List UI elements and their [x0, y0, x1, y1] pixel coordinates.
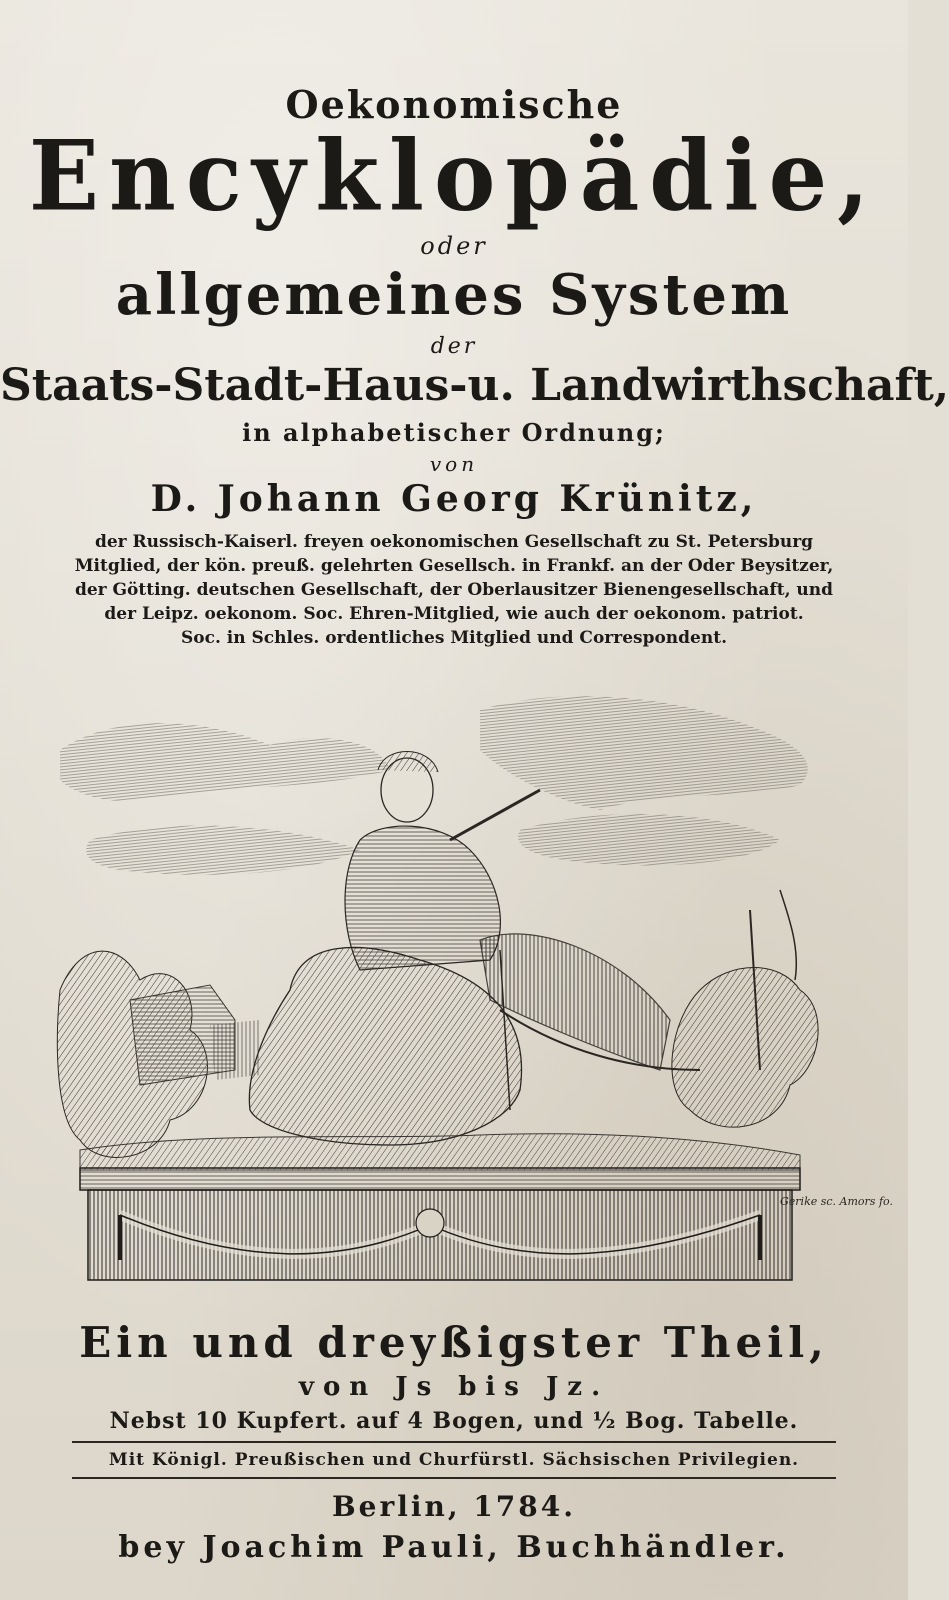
alphabetical-range: von Js bis Jz.: [298, 1372, 610, 1402]
bottom-rule: [72, 1477, 836, 1479]
volume-number: Ein und dreyßigster Theil,: [79, 1318, 829, 1367]
right-tree: [672, 890, 818, 1127]
pedestal: [80, 1168, 800, 1280]
title-line-oekonomische: Oekonomische: [285, 82, 623, 127]
credential-line: der Russisch-Kaiserl. freyen oekonomischen Gesellschaft zu St. Petersburg: [94, 532, 814, 552]
engraver-signature: Gerike sc. Amors fo.: [780, 1195, 893, 1208]
title-line-von: von: [429, 452, 479, 476]
publisher: bey Joachim Pauli, Buchhändler.: [118, 1530, 790, 1565]
credential-line: der Leipz. oekonom. Soc. Ehren-Mitglied, wie auch der oekonom. patriot.: [104, 604, 804, 624]
plates-note: Nebst 10 Kupfert. auf 4 Bogen, und ½ Bog. Tabelle.: [109, 1408, 799, 1434]
privilege-note: Mit Königl. Preußischen und Churfürstl. Sächsischen Privilegien.: [108, 1450, 800, 1470]
title-line-oder: oder: [420, 232, 488, 260]
credential-line: Soc. in Schles. ordentliches Mitglied und Correspondent.: [180, 628, 728, 648]
author-credentials: [48, 530, 860, 650]
title-line-ordnung: in alphabetischer Ordnung;: [242, 418, 666, 447]
top-rule: [72, 1441, 836, 1443]
title-line-encyklopaedie: Encyklopädie,: [28, 119, 880, 233]
credential-line: Mitglied, der kön. preuß. gelehrten Gesellsch. in Frankf. an der Oder Beysitzer,: [74, 556, 834, 576]
frontispiece-engraving: [60, 690, 893, 1310]
left-foliage: [57, 951, 260, 1157]
title-line-staats: Staats-Stadt-Haus-u. Landwirthschaft,: [0, 360, 949, 411]
title-line-allgemeines-system: allgemeines System: [115, 262, 793, 328]
author-name: D. Johann Georg Krünitz,: [150, 478, 758, 520]
place-and-year: Berlin, 1784.: [331, 1490, 577, 1523]
credential-line: der Götting. deutschen Gesellschaft, der Oberlausitzer Bienengesellschaft, und: [74, 580, 834, 600]
seated-figure: [249, 751, 700, 1145]
title-line-der: der: [430, 334, 478, 359]
